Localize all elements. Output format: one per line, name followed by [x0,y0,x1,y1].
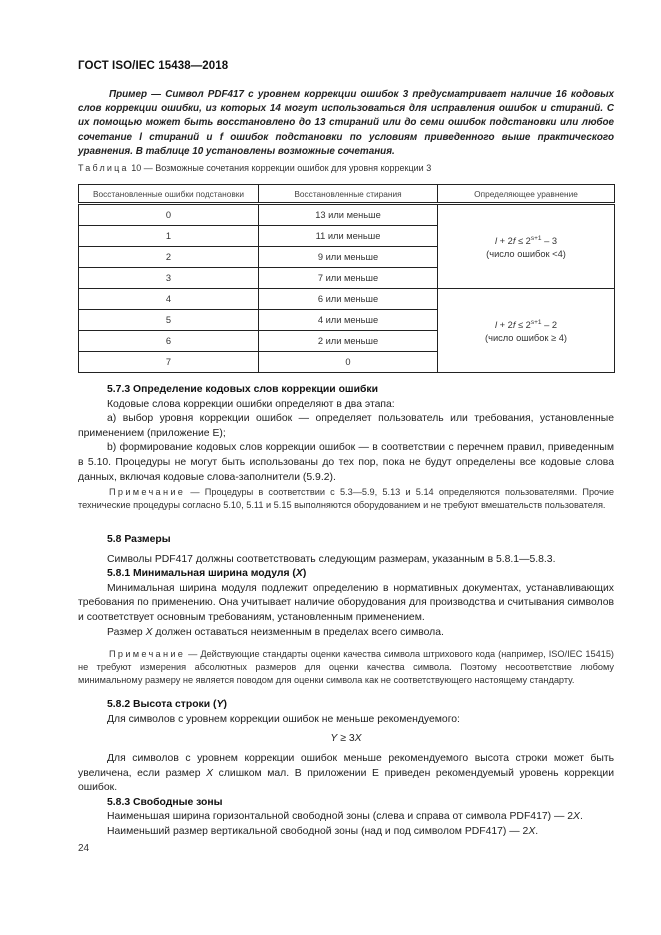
section-heading-5-8-1: 5.8.1 Минимальная ширина модуля (X) [107,568,307,580]
error-correction-table [78,184,615,373]
table-caption [78,163,431,173]
note-5-8-1 [78,648,614,688]
example-paragraph [78,88,614,159]
section-heading: 5.8 Размеры [107,534,171,545]
table-caption-text: 10 — Возможные сочетания коррекции ошибок для уровня коррекции 3 [131,163,432,173]
paragraph: Наименьшая ширина горизонтальной свободной зоны (слева и справа от символа PDF417) — 2X. [107,811,583,823]
section-heading: 5.8.2 Высота строки (Y) [107,699,227,710]
cell-errors: 6 [79,331,259,352]
cell-erasures: 9 или меньше [259,247,438,268]
note-text: Примечание — Процедуры в соответствии с 5.3—5.9, 5.13 и 5.14 определяются пользователями. Прочие технические процедуры согласно 5.10, 5.11 и 5.15 выполняются оборудованием и не требуют вмешательств пользователя. [78,487,614,511]
section-5-8 [78,533,614,640]
list-item-b: b) формирование кодовых слов коррекции ошибок — в соответствии с перечнем правил, приведенным в 5.10. Процедуры не могут быть использованы до тех пор, пока не будут определены все кодовые слова данных, включая кодовые слова-заполнители (5.9.2). [78,442,614,483]
section-5-8-2-continued [78,752,614,840]
note-text: Примечание — Действующие стандарты оценки качества символа штрихового кода (например, ISO/IEC 15415) не требуют измерения абсолютных размеров для оценки качества символа. Поэтому несоответствие любому минимальному размеру не является поводом для оценки символа как не соответствующего настоящему стандарту. [78,649,614,686]
paragraph: Для символов с уровнем коррекции ошибок не меньше рекомендуемого: [107,713,460,725]
cell-erasures: 0 [259,352,438,373]
document-header: ГОСТ ISO/IEC 15438—2018 [78,60,229,72]
paragraph: Наименьший размер вертикальной свободной зоны (над и под символом PDF417) — 2X. [107,825,539,837]
example-text: Пример — Символ PDF417 с уровнем коррекции ошибок 3 предусматривает наличие 16 кодовых слов коррекции ошибки, из которых 14 могут использоваться для исправления ошибок и стираний. С их помощью может быть восстановлено до 13 стираний или до семи ошибок подстановки или любое сочетание l стираний и f ошибок подстановки по условиям приведенного выше практического уравнения. В таблице 10 установлены возможные сочетания. [78,89,614,157]
page-number: 24 [78,843,90,854]
note-label: Примечание [109,649,186,659]
section-heading-5-8-3: 5.8.3 Свободные зоны [107,796,223,808]
paragraph: Кодовые слова коррекции ошибки определяют в два этапа: [107,398,395,410]
column-header-equation: Определяющее уравнение [438,185,615,204]
paragraph: Символы PDF417 должны соответствовать следующим размерам, указанным в 5.8.1—5.8.3. [107,553,556,565]
cell-errors: 5 [79,310,259,331]
note-label: Примечание [109,487,186,497]
note-5-7-3 [78,486,614,512]
list-item-a: a) выбор уровня коррекции ошибок — определяет пользователь или требования, установленные применением (приложение Е); [78,413,614,439]
equation-note: (число ошибок ≥ 4) [485,333,567,343]
formula-row-height: Y ≥ 3X [330,733,362,744]
table-row [79,204,615,226]
column-header-substitution-errors: Восстановленные ошибки подстановки [79,185,259,204]
table-header-row [79,185,615,204]
cell-errors: 1 [79,226,259,247]
section-5-8-2 [78,698,614,727]
table-caption-label: Таблица [78,163,129,173]
paragraph: Минимальная ширина модуля подлежит определению в нормативных документах, устанавливающих требования по применению. Она учитывает наличие оборудования для производства и считывания символов и соответствует основным требованиям, установленным применением. [78,582,614,623]
cell-erasures: 7 или меньше [259,268,438,289]
cell-errors: 0 [79,204,259,226]
cell-erasures: 6 или меньше [259,289,438,310]
cell-erasures: 2 или меньше [259,331,438,352]
cell-errors: 4 [79,289,259,310]
section-5-7-3 [78,383,614,485]
equation-note: (число ошибок <4) [486,249,566,259]
cell-erasures: 4 или меньше [259,310,438,331]
cell-errors: 7 [79,352,259,373]
paragraph: Размер X должен оставаться неизменным в пределах всего символа. [107,626,444,638]
equation-formula: $l + 2f \le 2^{s+1} - 3$ [494,235,558,246]
cell-erasures: 13 или меньше [259,204,438,226]
paragraph: Для символов с уровнем коррекции ошибок меньше рекомендуемого высота строки может быть увеличена, если размер X слишком мал. В приложении Е приведен рекомендуемый уровень коррекции ошибок. [78,753,614,794]
section-heading: 5.7.3 Определение кодовых слов коррекции ошибки [107,384,378,395]
cell-equation [438,289,615,373]
table-row [79,289,615,310]
cell-errors: 3 [79,268,259,289]
cell-equation [438,204,615,289]
cell-errors: 2 [79,247,259,268]
cell-erasures: 11 или меньше [259,226,438,247]
column-header-erasures: Восстановленные стирания [259,185,438,204]
equation-formula: $l + 2f \le 2^{s+1} - 2$ [494,319,558,330]
